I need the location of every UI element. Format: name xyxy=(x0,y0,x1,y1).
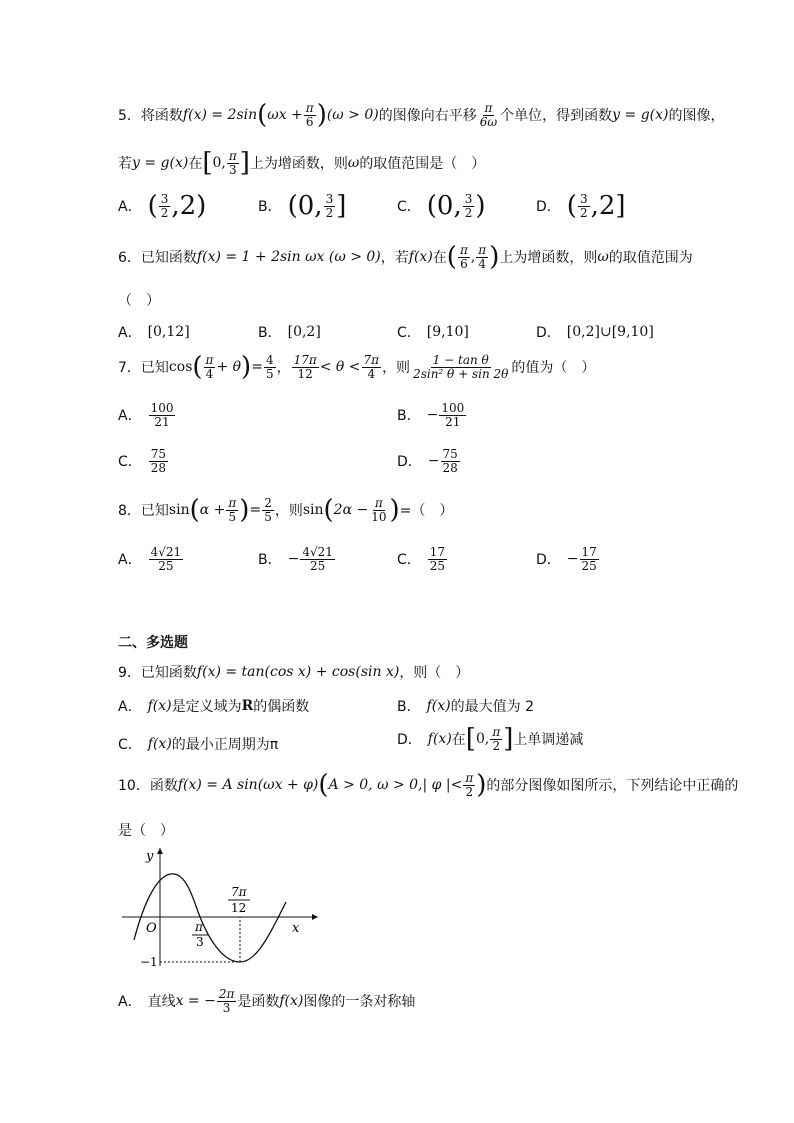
q7-option-d[interactable]: D． − $\frac{75}{28}$ xyxy=(397,447,458,475)
q5-number: 5． xyxy=(118,108,141,125)
q10-line1: 10．函数 f(x) = A sin(ωx + φ) ( A > 0, ω > 0,| φ |< π 2 ) 的部分图像如图所示，下列结论中正确的 xyxy=(118,770,739,801)
q7-option-a[interactable]: A． 100 21 xyxy=(118,401,174,429)
q9-option-b[interactable]: B． f(x) 的最大值为 2 xyxy=(397,698,534,715)
q10-option-a[interactable]: A． 直线 x = − $\frac{2\pi}{3}$ 是函数 f(x) 图像的一条对称轴 xyxy=(118,987,416,1015)
q8-option-b[interactable]: B． − $\frac{4√21}{25}$ xyxy=(258,545,333,573)
q6-option-c[interactable]: C． [9,10] xyxy=(397,324,469,341)
q9-options-ab xyxy=(118,690,754,730)
q8-option-c[interactable]: C． 17 25 xyxy=(397,545,446,573)
q5-option-b[interactable]: B． (0, 3 2 ] xyxy=(258,191,347,222)
7pi12-den: 12 xyxy=(231,901,247,915)
q5-option-a[interactable]: A． ( 3 2 ,2) xyxy=(118,191,207,222)
q9-option-d[interactable]: D． f(x) 在 [ 0, π 2 ] 上单调递减 xyxy=(397,724,584,755)
y-label: y xyxy=(146,849,154,864)
q10-line2: 是（ ） xyxy=(118,823,174,839)
q7-line1: 7．已知 cos ( π 4 + θ ) = $\frac{4}{5}$ ， 17π 12 < θ < 7π 4 ，则 1 − tan θ 2sin² θ + sin 2θ 的值为（ ） xyxy=(118,352,596,383)
q8-line1: 8．已知 sin ( α + $\frac{\pi}{5}$ ) = $\frac{2}{5}$ ，则 sin ( 2α − $\frac{\pi}{10}$ ) =（ ） xyxy=(118,495,454,526)
q6-option-b[interactable]: B． [0,2] xyxy=(258,324,321,341)
q7-options-ab xyxy=(118,402,754,442)
x-label: x xyxy=(292,921,300,936)
pi3-num: π xyxy=(195,920,203,934)
q9-options-cd xyxy=(118,726,754,766)
q9-option-c[interactable]: C． f(x) 的最小正周期为π xyxy=(118,736,279,753)
q6-option-d[interactable]: D． [0,2]∪[9,10] xyxy=(536,324,654,341)
q5-line2: 若 y = g(x) 在 [ 0, π 3 ] 上为增函数，则 ω 的取值范围是（ ） xyxy=(118,148,486,179)
q8-options xyxy=(118,546,754,586)
q7-options-cd xyxy=(118,448,754,488)
q7-option-b[interactable]: B． − $\frac{100}{21}$ xyxy=(397,401,465,429)
pi3-den: 3 xyxy=(196,935,204,949)
q7-option-c[interactable]: C． 75 28 xyxy=(118,447,167,475)
q6-option-a[interactable]: A． [0,12] xyxy=(118,324,190,341)
q8-option-a[interactable]: A． 4√21 25 xyxy=(118,545,182,573)
q6-line1: 6．已知函数 f(x) = 1 + 2sin ωx (ω > 0) ，若 f(x) 在 ( π 6 , π 4 ) 上为增函数，则 ω 的取值范围为 xyxy=(118,242,693,273)
7pi12-num: 7π xyxy=(231,885,247,899)
section-title: 二、多选题 xyxy=(118,635,188,651)
q5-line1: 5． 将函数 f(x) = 2sin ( ωx + $\frac{\pi}{6}$ ) (ω > 0) 的图像向右平移 π 6ω 个单位，得到函数 y = g(x) 的图像， xyxy=(118,100,725,131)
sine-graph xyxy=(118,842,328,974)
q6-line2: （ ） xyxy=(118,293,160,309)
q9-option-a[interactable]: A． f(x) 是定义域为 R 的偶函数 xyxy=(118,698,310,715)
q6-options xyxy=(118,318,754,358)
q5-option-d[interactable]: D． ( 3 2 ,2] xyxy=(536,191,626,222)
q5-options xyxy=(118,193,754,233)
origin-label: O xyxy=(146,921,157,936)
q8-option-d[interactable]: D． − $\frac{17}{25}$ xyxy=(536,545,597,573)
minus-one-label: −1 xyxy=(140,955,158,969)
sine-curve xyxy=(134,874,286,962)
q9-line1: 9．已知函数 f(x) = tan(cos x) + cos(sin x) ，则（ ） xyxy=(118,664,470,681)
q5-option-c[interactable]: C． (0, 3 2 ) xyxy=(397,191,486,222)
